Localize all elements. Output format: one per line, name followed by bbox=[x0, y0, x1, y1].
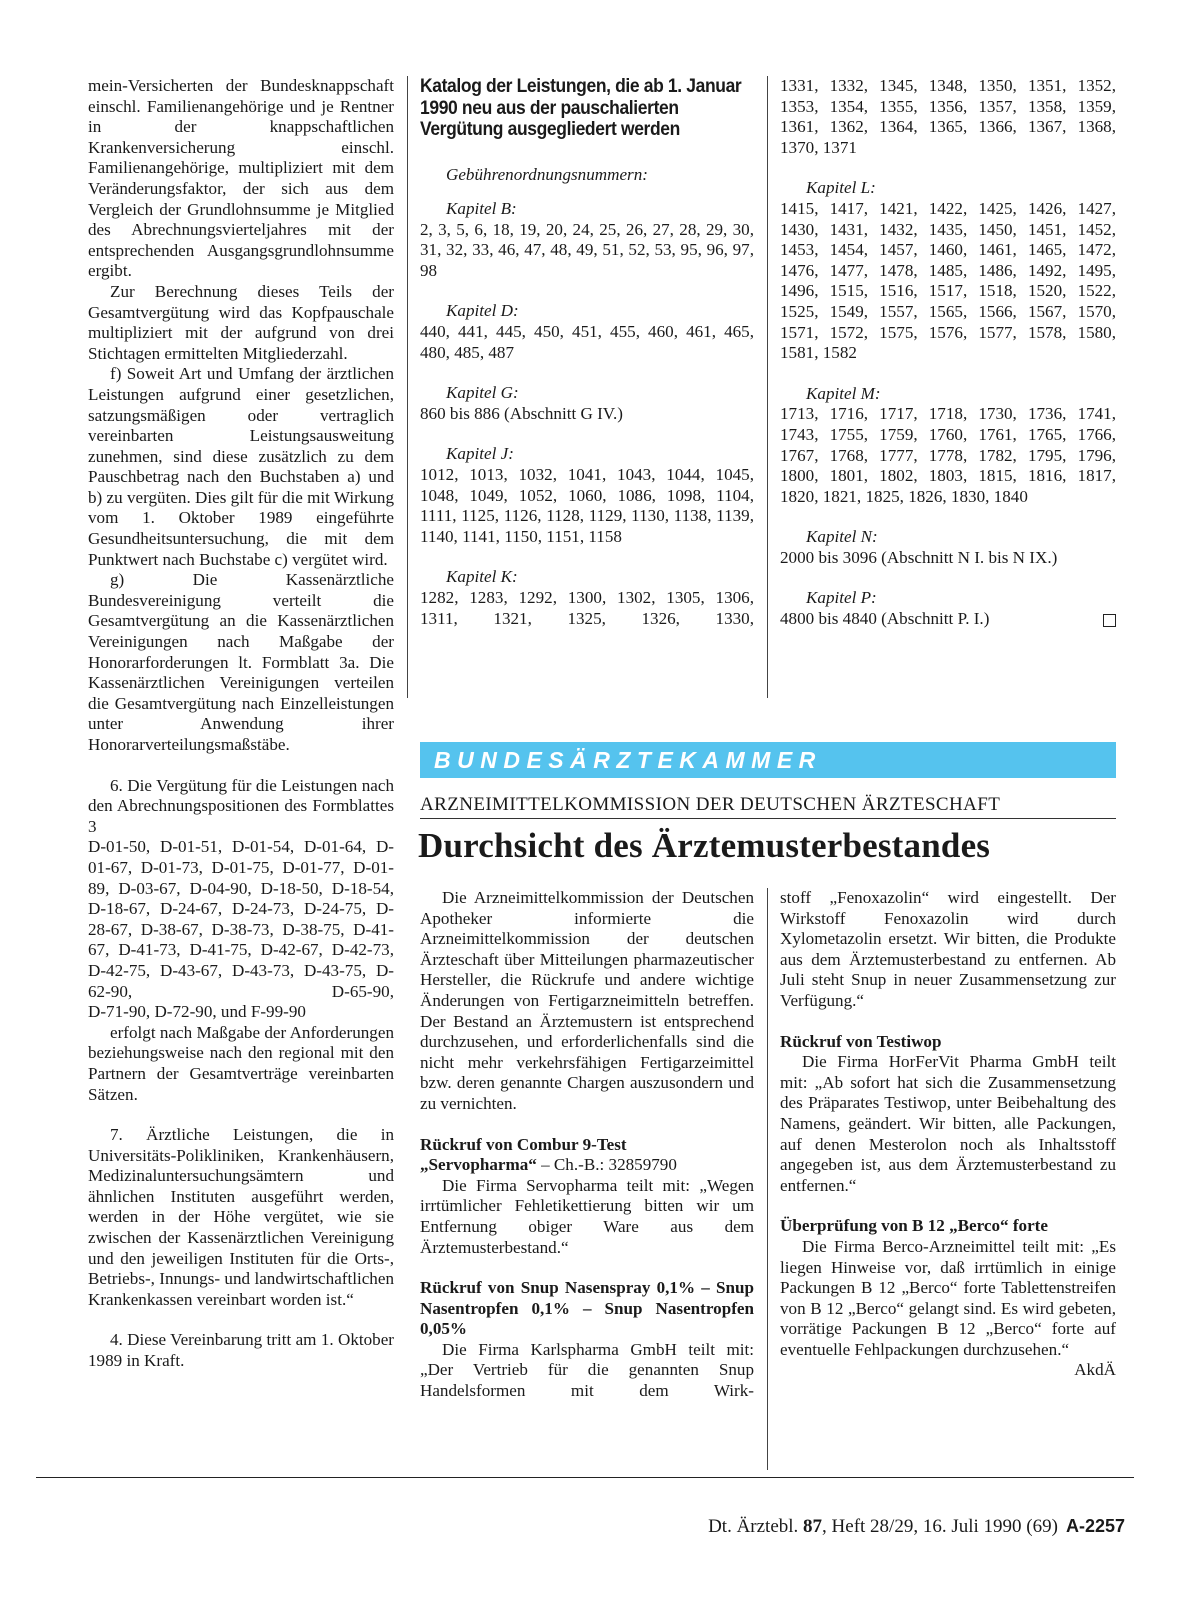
kapitel-m-label: Kapitel M: bbox=[806, 383, 881, 403]
paragraph-f: f) Soweit Art und Umfang der ärztlichen Leistungen aufgrund einer gesetzlichen, satzungsmäßigen oder vertraglich vereinbarten Leistungsausweitung zunehmen, sind diese zusätzlich zu dem Pauschbetrag nach den Buchstaben a) und b) zu vergüten. Dies gilt für die mit Wirkung vom 1. Oktober 1989 eingeführte Gesundheitsuntersuchung, die mit dem Punktwert nach Buchstabe c) vergütet wird. bbox=[88, 364, 394, 569]
kapitel-n-label: Kapitel N: bbox=[806, 527, 878, 547]
paragraph-berco: Die Firma Berco-Arzneimittel teilt mit: „Es liegen Hinweise vor, daß irrtümlich in einige Packungen B 12 „Berco“ forte Tablettenstreifen von B 12 „Berco“ gelangt sind. Es wird gebeten, vorrätige Packungen B 12 „Berco“ forte auf eventuelle Fehlpackungen durchzusehen.“ AkdÄ bbox=[780, 1236, 1116, 1380]
kapitel-b-items: 2, 3, 5, 6, 18, 19, 20, 24, 25, 26, 27, 28, 29, 30, 31, 32, 33, 46, 47, 48, 49, 51, 52, 53, 95, 96, 97, 98 bbox=[420, 219, 754, 280]
kapitel-k-items-cont: 1331, 1332, 1345, 1348, 1350, 1351, 1352, 1353, 1354, 1355, 1356, 1357, 1358, 1359, 1361, 1362, 1364, 1365, 1366, 1367, 1368, 1370, 1371 bbox=[780, 76, 1116, 157]
kapitel-k-label: Kapitel K: bbox=[446, 567, 518, 587]
page-footer bbox=[0, 1516, 1125, 1538]
kapitel-m-items: 1713, 1716, 1717, 1718, 1730, 1736, 1741, 1743, 1755, 1759, 1760, 1761, 1765, 1766, 1767, 1768, 1777, 1778, 1782, 1795, 1796, 1800, 1801, 1802, 1803, 1815, 1816, 1817, 1820, 1821, 1825, 1826, 1830, 1840 bbox=[780, 404, 1116, 506]
charge-number: – Ch.-B.: 32859790 bbox=[536, 1155, 677, 1175]
end-mark-icon bbox=[1103, 614, 1116, 627]
paragraph-testiwop: Die Firma HorFerVit Pharma GmbH teilt mit: „Ab sofort hat sich die Zusammensetzung des Präparates Testiwop, unter Beibehaltung des Namens, geändert. Wir bitten, alle Packungen, auf denen Mesterolon noch als Inhaltsstoff angegeben ist, aus dem Ärztemusterbestand zu entfernen.“ bbox=[780, 1052, 1116, 1195]
code-list: D-01-50, D-01-51, D-01-54, D-01-64, D-01-67, D-01-73, D-01-75, D-01-77, D-01-89, D-03-67, D-04-90, D-18-50, D-18-54, D-18-67, D-24-67, D-24-73, D-24-75, D-28-67, D-38-67, D-38-73, D-38-75, D-41-67, D-41-73, D-41-75, D-42-67, D-42-73, D-42-75, D-43-67, D-43-73, D-43-75, D-62-90, D-65-90, bbox=[88, 837, 394, 1001]
gebuehren-label: Gebührenordnungsnummern: bbox=[446, 164, 648, 184]
journal-name: Dt. Ärztebl. bbox=[708, 1516, 804, 1537]
footer-rule bbox=[36, 1477, 1134, 1478]
subheading-testiwop: Rückruf von Testiwop bbox=[780, 1031, 942, 1051]
kapitel-d-label: Kapitel D: bbox=[446, 301, 519, 321]
article-column-2 bbox=[780, 888, 1116, 1381]
subheading-servopharma: „Servopharma“ bbox=[420, 1155, 537, 1175]
kapitel-l-items: 1415, 1417, 1421, 1422, 1425, 1426, 1427, 1430, 1431, 1432, 1435, 1450, 1451, 1452, 1453, 1454, 1457, 1460, 1461, 1465, 1472, 1476, 1477, 1478, 1485, 1486, 1492, 1495, 1496, 1515, 1516, 1517, 1518, 1520, 1522, 1525, 1549, 1557, 1565, 1566, 1567, 1570, 1571, 1572, 1575, 1576, 1577, 1578, 1580, 1581, 1582 bbox=[780, 198, 1116, 363]
paragraph-4: 4. Diese Vereinbarung tritt am 1. Oktober 1989 in Kraft. bbox=[88, 1330, 394, 1371]
kapitel-n-items: 2000 bis 3096 (Abschnitt N I. bis N IX.) bbox=[780, 547, 1058, 567]
paragraph-kopfpauschale: Zur Berechnung dieses Teils der Gesamtvergütung wird das Kopfpauschale multipliziert mit der aufgrund von drei Stichtagen ermittelten Mitgliederzahl. bbox=[88, 281, 394, 363]
paragraph-6: 6. Die Vergütung für die Leistungen nach den Abrechnungspositionen des Formblattes 3 bbox=[88, 775, 394, 836]
column-left bbox=[88, 76, 394, 1372]
issue-info: , Heft 28/29, 16. Juli 1990 (69) bbox=[822, 1516, 1058, 1537]
kapitel-g-label: Kapitel G: bbox=[446, 383, 519, 403]
kapitel-b-label: Kapitel B: bbox=[446, 199, 517, 219]
katalog-column-cont bbox=[780, 76, 1116, 630]
subheading-berco: Überprüfung von B 12 „Berco“ forte bbox=[780, 1216, 1048, 1236]
katalog-title: Katalog der Leistungen, die ab 1. Januar 1990 neu aus der pauschalierten Vergütung ausgegliedert werden bbox=[420, 76, 742, 140]
paragraph-7: 7. Ärztliche Leistungen, die in Universitäts-Polikliniken, Krankenhäusern, Medizinaluntersuchungsämtern und ähnlichen Instituten ausgeführt werden, werden in der Höhe vergütet, wie sie zwischen der Kassenärztlichen Vereinigung und den jeweiligen Instituten für die Orts-, Betriebs-, Innungs- und landwirtschaftlichen Krankenkassen vereinbart worden ist.“ bbox=[88, 1125, 394, 1309]
kapitel-p-label: Kapitel P: bbox=[806, 588, 877, 608]
section-subhead: ARZNEIMITTELKOMMISSION DER DEUTSCHEN ÄRZTESCHAFT bbox=[420, 794, 1116, 819]
article-column-1 bbox=[420, 888, 754, 1402]
kapitel-l-label: Kapitel L: bbox=[806, 178, 876, 198]
kapitel-j-label: Kapitel J: bbox=[446, 444, 514, 464]
subheading-snup: Rückruf von Snup Nasenspray 0,1% – Snup Nasentropfen 0,1% – Snup Nasentropfen 0,05% bbox=[420, 1278, 754, 1339]
page-number: A-2257 bbox=[1065, 1516, 1125, 1536]
code-list-last: D-71-90, D-72-90, und F-99-90 bbox=[88, 1002, 306, 1022]
paragraph-g: g) Die Kassenärztliche Bundesvereinigung verteilt die Gesamtvergütung an die Kassenärztlichen Vereinigungen nach Maßgabe der Honorarforderungen lt. Formblatt 3a. Die Kassenärztlichen Vereinigungen verteilen die Gesamtvergütung nach Einzelleistungen unter Anwendung ihrer Honorarverteilungsmaßstäbe. bbox=[88, 570, 394, 754]
kapitel-k-items: 1282, 1283, 1292, 1300, 1302, 1305, 1306, 1311, 1321, 1325, 1326, 1330, bbox=[420, 588, 754, 628]
paragraph-karlspharma: Die Firma Karlspharma GmbH teilt mit: „Der Vertrieb für die genannten Snup Handelsformen mit dem Wirk- bbox=[420, 1339, 754, 1401]
article-intro: Die Arzneimittelkommission der Deutschen Apotheker informierte die Arzneimittelkommission der deutschen Ärzteschaft über Mitteilungen pharmazeutischer Hersteller, die Rückrufe und andere wichtige Änderungen von Fertigarzneimitteln betreffen. Der Bestand an Ärztemustern ist entsprechend durchzusehen, und erforderlichenfalls sind die nicht mehr verkehrsfähigen Fertigarzeimittel bzw. deren genannte Chargen auszusondern und zu vernichten. bbox=[420, 888, 754, 1113]
paragraph-continuation: mein-Versicherten der Bundesknappschaft einschl. Familienangehörige und je Rentner in der knappschaftlichen Krankenversicherung einschl. Familienangehörige, multipliziert mit dem Veränderungsfaktor, der sich aus dem Vergleich der Grundlohnsumme je Mitglied des Abrechnungsvierteljahres mit der entsprechenden Ausgangsgrundlohnsumme ergibt. bbox=[88, 76, 394, 281]
kapitel-p-items: 4800 bis 4840 (Abschnitt P. I.) bbox=[780, 609, 990, 629]
subheading-combur: Rückruf von Combur 9-Test bbox=[420, 1134, 627, 1154]
volume: 87 bbox=[803, 1516, 823, 1537]
signature: AkdÄ bbox=[1074, 1360, 1116, 1380]
section-banner bbox=[420, 742, 1116, 778]
banner-label: BUNDESÄRZTEKAMMER bbox=[434, 747, 822, 773]
kapitel-g-items: 860 bis 886 (Abschnitt G IV.) bbox=[420, 403, 623, 423]
kapitel-d-items: 440, 441, 445, 450, 451, 455, 460, 461, 465, 480, 485, 487 bbox=[420, 322, 754, 362]
paragraph-6-cont: erfolgt nach Maßgabe der Anforderungen beziehungsweise nach den regional mit den Partnern der Gesamtverträge vereinbarten Sätzen. bbox=[88, 1022, 394, 1104]
katalog-column bbox=[420, 76, 754, 629]
paragraph-karlspharma-cont: stoff „Fenoxazolin“ wird eingestellt. Der Wirkstoff Fenoxazolin wird durch Xylometazolin ersetzt. Wir bitten, die Produkte aus dem Ärztemusterbestand zu entfernen. Ab Juli steht Snup in neuer Zusammensetzung zur Verfügung.“ bbox=[780, 888, 1116, 1010]
paragraph-servopharma: Die Firma Servopharma teilt mit: „Wegen irrtümlicher Fehletikettierung bitten wir um Entfernung obiger Ware aus dem Ärztemusterbestand.“ bbox=[420, 1175, 754, 1257]
kapitel-j-items: 1012, 1013, 1032, 1041, 1043, 1044, 1045, 1048, 1049, 1052, 1060, 1086, 1098, 1104, 1111, 1125, 1126, 1128, 1129, 1130, 1138, 1139, 1140, 1141, 1150, 1151, 1158 bbox=[420, 465, 754, 546]
article-headline: Durchsicht des Ärztemusterbestandes bbox=[418, 826, 991, 865]
